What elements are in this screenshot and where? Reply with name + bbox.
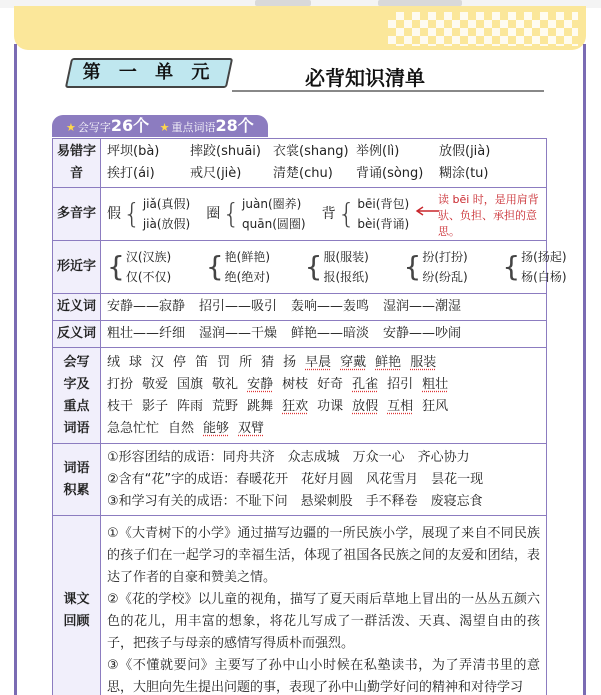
word-item: 枝干 [107,398,134,414]
handwritten-note: 读 bēi 时，是用肩背驮、负担、承担的意思。 [438,193,539,238]
word-item: 狂风 [422,398,449,414]
polyphone-char: 圈 [206,206,221,222]
pinyin-item: 挨打(ái) [107,166,155,181]
row-label: 多音字 [56,206,96,221]
row-header [53,294,101,321]
row-review [53,516,547,695]
badge-write-count: 26个 [110,116,150,135]
badge-phrase-count: 28个 [215,116,254,135]
review-paragraph: ①《大青树下的小学》通过描写边疆的一所民族小学，展现了来自不同民族的孩子们在一起学习的幸福生活，体现了祖国各民族之间的友爱和团结，表达了作者的自豪和赞美之情。 [107,525,540,585]
brace-icon: { [304,250,323,283]
word-line [107,374,540,396]
word-line [107,418,540,440]
polyphone-group [322,194,410,234]
polyphone-group [206,194,305,234]
row-label: 反义词 [56,326,96,341]
section-badge [52,115,268,137]
word-item: 双臂 [238,420,265,436]
polyphone-char: 假 [107,206,121,222]
similar-list [107,243,567,291]
row-body [101,348,547,444]
word-item: 鲜艳 [375,354,402,370]
similar-item: 纷(纷乱) [422,270,468,284]
row-synonym [53,294,547,321]
pinyin-item: 糊涂(tu) [439,166,489,181]
similar-item: 报(报纸) [323,270,369,284]
row-header [53,516,101,695]
word-pair: 湿润——潮湿 [383,299,462,314]
word-item: 树枝 [282,376,309,392]
row-header [53,188,101,241]
word-line [107,352,540,374]
pinyin-item: 背诵(sòng) [356,166,424,181]
brace-icon: { [502,250,521,283]
star-icon: ★ [66,121,76,134]
polyphone-reading: bēi(背包) [357,197,410,211]
review-paragraph: ③《不懂就要问》主要写了孙中山小时候在私塾读书，为了弄清书里的意思，大胆向先生提出问题的事，表现了孙中山勤学好问的精神和对待学习 [107,657,540,695]
word-item: 安静 [247,376,274,392]
row-label-line: 课文 [63,591,90,607]
word-item: 敬礼 [212,376,239,392]
row-body [101,516,547,695]
row-label: 形近字 [56,259,96,274]
row-accumulate [53,444,547,516]
word-item: 孔雀 [352,376,379,392]
polyphone-reading: quān(圆圈) [242,217,306,231]
word-item: 扬 [283,354,297,370]
row-body [101,321,547,348]
row-label: 近义词 [56,299,96,314]
row-header [53,139,101,188]
word-item: 猜 [261,354,275,370]
synonym-line [107,296,540,318]
word-pair: 鲜艳——暗淡 [291,326,370,341]
word-item: 停 [173,354,187,370]
word-item: 能够 [203,420,230,436]
word-item: 绒 [107,354,121,370]
similar-item: 汉(汉族) [125,250,172,264]
checker-decoration [388,12,578,46]
row-header [53,241,101,294]
word-item: 穿戴 [340,354,367,370]
similar-item: 仅(不仅) [125,270,172,284]
word-pair: 湿润——干燥 [199,326,278,341]
word-item: 笛 [195,354,209,370]
pinyin-item: 坪坝(bà) [107,144,160,159]
similar-group [305,247,398,287]
polyphone-reading: jiǎ(真假) [142,197,191,211]
pinyin-item: 举例(lì) [356,144,400,159]
row-body [101,241,567,294]
polyphone-group [107,194,190,234]
badge-write-label: 会写字 [77,121,111,134]
review-paragraph: ②《花的学校》以儿童的视角，描写了夏天雨后草地上冒出的一丛丛五颜六色的花儿，用丰富的想象，将花儿写成了一群活泼、天真、渴望自由的孩子，把孩子与母亲的感情写得质朴而强烈。 [107,591,540,651]
word-item: 国旗 [177,376,204,392]
brace-icon: { [205,250,224,283]
unit-label: 第 一 单 元 [82,62,216,83]
word-line [107,396,540,418]
brace-icon: { [123,197,141,230]
pinyin-item: 摔跤(shuāi) [190,144,261,159]
word-item: 跳舞 [247,398,274,414]
word-item: 放假 [352,398,379,414]
row-label-line: 词语 [63,460,90,476]
similar-group [206,247,299,287]
row-label-line: 词语 [63,420,90,436]
row-label: 易错字音 [56,144,96,181]
word-item: 狂欢 [282,398,309,414]
word-item: 打扮 [107,376,134,392]
word-item: 互相 [387,398,414,414]
word-pair: 安静——寂静 [107,299,186,314]
pinyin-item: 清楚(chu) [273,166,333,181]
row-label-line: 会写 [63,354,90,370]
brace-icon: { [107,250,125,283]
similar-item: 扮(打扮) [422,250,468,264]
similar-group [502,247,595,287]
row-body [101,139,547,188]
word-item: 招引 [387,376,414,392]
row-body [101,444,547,516]
word-item: 所 [239,354,253,370]
brace-icon: { [337,197,356,230]
word-item: 阵雨 [177,398,204,414]
row-header [53,348,101,444]
polyphone-reading: juàn(圈养) [242,197,302,211]
word-item: 荒野 [212,398,239,414]
polyphone-char: 背 [321,206,336,222]
word-item: 影子 [142,398,169,414]
word-item: 好奇 [317,376,344,392]
word-item: 功课 [317,398,344,414]
polyphone-reading: jià(放假) [142,217,191,231]
row-label-line: 字及 [63,376,90,392]
row-body [101,294,547,321]
row-label-line: 回顾 [63,613,90,629]
pinyin-item: 戒尺(jiè) [190,166,242,181]
star-icon: ★ [159,121,170,134]
row-antonym [53,321,547,348]
pinyin-item: 放假(jià) [439,144,491,159]
row-similar [53,241,547,294]
brace-icon: { [403,250,422,283]
similar-item: 艳(鲜艳) [224,250,271,264]
antonym-line [107,323,540,345]
brace-icon: { [222,197,241,230]
arrow-icon [414,206,440,216]
pinyin-item: 衣裳(shang) [273,144,349,159]
polyphone-reading: bèi(背诵) [357,217,410,231]
similar-item: 服(服装) [323,250,369,264]
title-rule [232,90,544,92]
word-item: 早晨 [305,354,332,370]
word-item: 球 [129,354,143,370]
similar-group [403,247,496,287]
row-words [53,348,547,444]
row-label-line: 重点 [63,398,90,414]
word-pair: 招引——吸引 [199,299,278,314]
word-item: 罚 [217,354,231,370]
word-pair: 轰响——轰鸣 [291,299,370,314]
word-item: 汉 [151,354,165,370]
idiom-line: ①形容团结的成语：同舟共济 众志成城 万众一心 齐心协力 [107,449,470,465]
row-label-line: 积累 [63,482,90,498]
pinyin-line [107,163,540,185]
idiom-line: ③和学习有关的成语：不耻下问 悬梁刺股 手不释卷 废寝忘食 [107,493,483,509]
badge-phrase-label: 重点词语 [171,121,216,134]
similar-item: 杨(白杨) [521,270,567,284]
word-pair: 安静——吵闹 [383,326,462,341]
word-item: 自然 [168,420,195,436]
word-pair: 粗壮——纤细 [107,326,186,341]
word-item: 急急忙忙 [107,420,160,436]
similar-group [107,247,200,287]
row-header [53,321,101,348]
similar-item: 扬(扬起) [521,250,567,264]
page-title: 必背知识清单 [305,66,425,90]
row-header [53,444,101,516]
word-item: 服装 [410,354,437,370]
word-item: 粗壮 [422,376,449,392]
similar-item: 绝(绝对) [224,270,271,284]
row-easy-wrong [53,139,547,188]
pinyin-line [107,141,540,163]
idiom-line: ②含有“花”字的成语：春暖花开 花好月圆 风花雪月 昙花一现 [107,471,484,487]
word-item: 敬爱 [142,376,169,392]
